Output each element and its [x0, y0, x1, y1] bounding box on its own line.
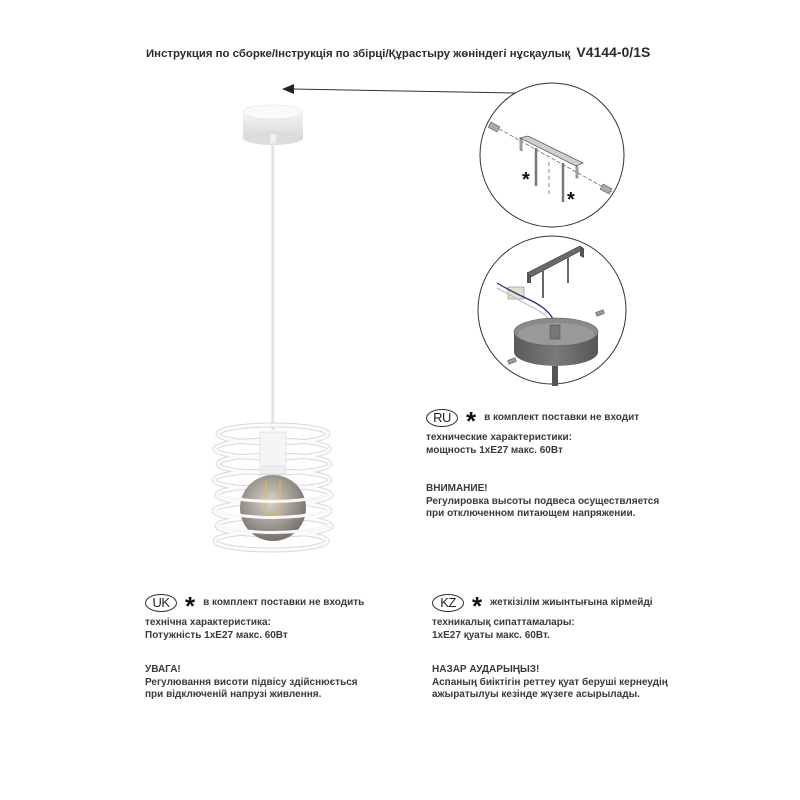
warning-line-2: при отключенном питающем напряжении.	[426, 508, 636, 519]
asterisk-icon: *	[185, 591, 196, 621]
bulb-socket	[260, 432, 286, 474]
warning-title: ВНИМАНИЕ!	[426, 483, 488, 494]
spec-value: мощность 1хЕ27 макс. 60Вт	[426, 444, 563, 456]
section-ru	[426, 407, 659, 521]
bracket-detail-circle	[480, 83, 624, 227]
lang-badge-uk: UK	[145, 594, 177, 612]
not-included-note: в комплект поставки не входить	[203, 596, 365, 608]
title-text: Инструкция по сборке/Інструкція по збірці/Құрастыру жөніндегі нұсқаулық	[146, 48, 571, 60]
asterisk-icon: *	[466, 406, 477, 436]
wiring-detail-circle	[478, 236, 626, 386]
lang-badge-kz: KZ	[432, 594, 464, 612]
warning-line-2: при відключеній напрузі живлення.	[145, 689, 322, 700]
warning-line-2: ажыратылуы кезінде жүзеге асырылады.	[432, 689, 640, 700]
not-included-marker: *	[567, 189, 575, 211]
ceiling-canopy	[243, 105, 303, 145]
not-included-note: жеткізілім жиынтығына кірмейді	[490, 596, 653, 608]
model-number: V4144-0/1S	[576, 44, 651, 60]
spec-value: 1хЕ27 қуаты макс. 60Вт.	[432, 629, 550, 641]
section-uk	[145, 592, 364, 702]
warning-line-1: Аспаның биіктігін реттеу қуат беруші кернеудің	[432, 676, 668, 688]
spec-title: технічна характеристика:	[145, 617, 271, 628]
pointer-arrow	[282, 84, 515, 100]
spec-value: Потужність 1хЕ27 макс. 60Вт	[145, 629, 288, 641]
not-included-note: в комплект поставки не входит	[484, 411, 640, 423]
warning-line-1: Регулировка высоты подвеса осуществляется	[426, 495, 660, 507]
asterisk-icon: *	[472, 591, 483, 621]
warning-line-1: Регулювання висоти підвісу здійснюється	[145, 676, 358, 688]
section-kz	[432, 592, 668, 702]
spec-title: техникалық сипаттамалары:	[432, 617, 575, 628]
lang-badge-ru: RU	[426, 409, 458, 427]
spec-title: технические характеристики:	[426, 432, 572, 443]
warning-title: УВАГА!	[145, 664, 181, 675]
warning-title: НАЗАР АУДАРЫҢЫЗ!	[432, 664, 540, 675]
not-included-marker: *	[522, 169, 530, 191]
